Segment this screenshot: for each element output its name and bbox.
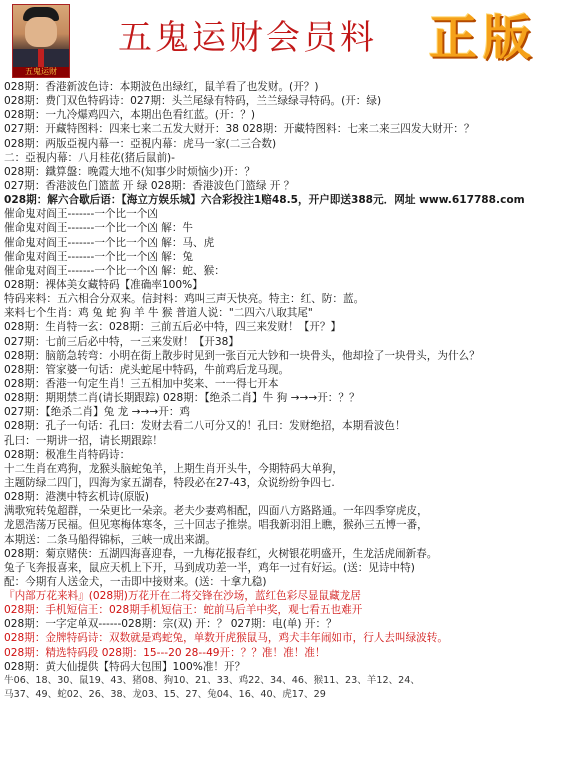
highlight-line: 028期：手机短信王：028期手机短信王：蛇前马后羊中奖，观七看五也难开	[4, 604, 363, 617]
highlight-line: 028期：精选特码段 028期：15---20 28--49开：？？准！准！准！	[4, 646, 326, 659]
authentic-stamp: 正版	[428, 10, 537, 66]
text-line: 主题防绿二四门，四海为家五湖春，特段必在27-43，众说纷纷争四七.	[4, 476, 335, 489]
text-line: 028期：鐵算盤：晚霞大地不(知事少时烦恼少)开：？	[4, 165, 255, 178]
text-line: 028期：脑筋急转弯：小明在街上散步时见到一张百元大钞和一块骨头，他却捡了一块骨头，为什么？	[4, 349, 480, 362]
text-line: 孔曰：一期讲一招，请长期跟踪！	[4, 434, 163, 447]
text-line: 028期：港澳中特玄机诗(原版)	[4, 491, 150, 504]
text-line: 028期：两版亞視内幕一：亞視内幕：虎马一家(二三合数)	[4, 137, 277, 150]
text-line: 催命鬼对阎王-------一个比一个凶 解：兔	[4, 250, 194, 263]
text-line: 028期：费门双色特码诗：027期：头兰尾绿有特码，兰兰绿绿寻特码。(开：绿)	[4, 95, 382, 108]
text-line: 028期：一字定单双------028期：宗(双) 开：？ 027期：电(单) 开：？	[4, 618, 337, 631]
text-line: 来料七个生肖：鸡 兔 蛇 狗 羊 牛 猴 普道人说："二四六八取其尾"	[4, 307, 313, 320]
text-line: 催命鬼对阎王-------一个比一个凶 解：蛇、猴：	[4, 264, 225, 277]
text-line: 特码来料：五六相合分双来。信封料：鸡叫三声天快亮。特主：红、防：蓝。	[4, 293, 365, 306]
text-line: 028期：菊京赌侠：五湖四海喜迎春，一九梅花报春红，火树银花明盛开，生龙活虎闹新春。	[4, 547, 438, 560]
text-line: 催命鬼对阎王-------一个比一个凶 解：牛	[4, 222, 194, 235]
text-line: 催命鬼对阎王-------一个比一个凶	[4, 208, 158, 221]
text-line: 028期：一九冷爆鸡四六，本期出色看红蓝。(开：？)	[4, 109, 255, 122]
text-line: 配：今期有人送金犬，一击即中接财来。(送：十拿九稳)	[4, 575, 267, 588]
text-line: 027期：开藏特图料：四来七来二五发大财开：38 028期：开藏特图料：七来二来三四发大财开：？	[4, 123, 475, 136]
highlight-line: 028期：金牌特码诗：双数就是鸡蛇兔，单数开虎猴鼠马，鸡犬丰年闹如市，行人去叫绿波转。	[4, 632, 448, 645]
text-line: 028期：香港新波色诗：本期波色出绿红，鼠羊看了也发财。(开？)	[4, 81, 319, 93]
text-line: 028期：黄大仙提供【特码大包围】100%准！开？	[4, 660, 246, 673]
portrait-caption: 五鬼运财	[13, 67, 69, 77]
text-line: 028期：期期禁二肖(请长期跟踪) 028期：【绝杀二肖】牛 狗 →→→开：？？	[4, 392, 360, 405]
text-line: 027期：七前三后必中特，一三来发财！【开38】	[4, 335, 239, 348]
ad-line: 028期：解六合歇后语：【海立方娱乐城】六合彩投注1赔48.5，开户即送388元．网址 www.617788.com	[4, 194, 525, 207]
text-line: 催命鬼对阎王-------一个比一个凶 解：马、虎	[4, 236, 215, 249]
text-line: 二：亞視内幕：八月桂花(猪后鼠前)-	[4, 151, 175, 164]
text-line: 十二生肖在鸡狗，龙猴头脑蛇兔羊，上期生肖开头牛，今期特码大单狗，	[4, 462, 343, 475]
number-row: 马37、49、蛇02、26、38、龙03、15、27、兔04、16、40、虎17、29	[4, 689, 326, 701]
text-line: 028期：孔子一句话：孔曰：发财去看二八可分又的！孔曰：发财绝招，本期看波色！	[4, 420, 406, 433]
number-row: 牛06、18、30、鼠19、43、猪08、狗10、21、33、鸡22、34、46、猴11、23、羊12、24、	[4, 674, 420, 686]
text-line: 028期：裸体美女藏特码【准确率100%】	[4, 278, 203, 291]
text-line: 028期：极准生肖特码诗：	[4, 448, 131, 461]
text-line: 028期：生肖特一玄：028期：三前五后必中特，四三来发财！【开？】	[4, 321, 342, 334]
text-line: 满歌宛转兔超群，一朵更比一朵亲。老夫少妻鸡相配，四面八方路路通。一年四季穿虎皮，	[4, 505, 428, 518]
text-line: 兔子飞奔报喜来，鼠应天机上下开，马到成功差一半，鸡年一过有好运。(送：见诗中特)	[4, 561, 415, 574]
text-line: 本期送：二条马船得锦标，三峡一成出来湖。	[4, 533, 216, 546]
content-body	[4, 80, 562, 702]
portrait-image	[12, 4, 70, 78]
text-line: 027期：香港波色门篮蓝 开 绿 028期：香港波色门篮绿 开 ？	[4, 179, 295, 192]
text-line: 028期：管家婆一句话：虎头蛇尾中特码，牛前鸡后龙马现。	[4, 363, 290, 376]
highlight-line: 『内部万花来料』(028期)万花开在二将交锋在沙场，蓝红色彩尽显鼠藏龙居	[4, 590, 361, 603]
page-title: 五鬼运财会员料	[118, 18, 377, 58]
page-header	[0, 0, 566, 80]
text-line: 027期：【绝杀二肖】兔 龙 →→→开：鸡	[4, 406, 191, 419]
text-line: 龙恩浩荡万民福。但见寒梅体寒冬，三十回志子推崇。唱我新羽泪上瞧，猴孙三五博一番，	[4, 519, 428, 532]
text-line: 028期：香港一句定生肖！三五相加中奖来、一一得七开本	[4, 377, 279, 390]
